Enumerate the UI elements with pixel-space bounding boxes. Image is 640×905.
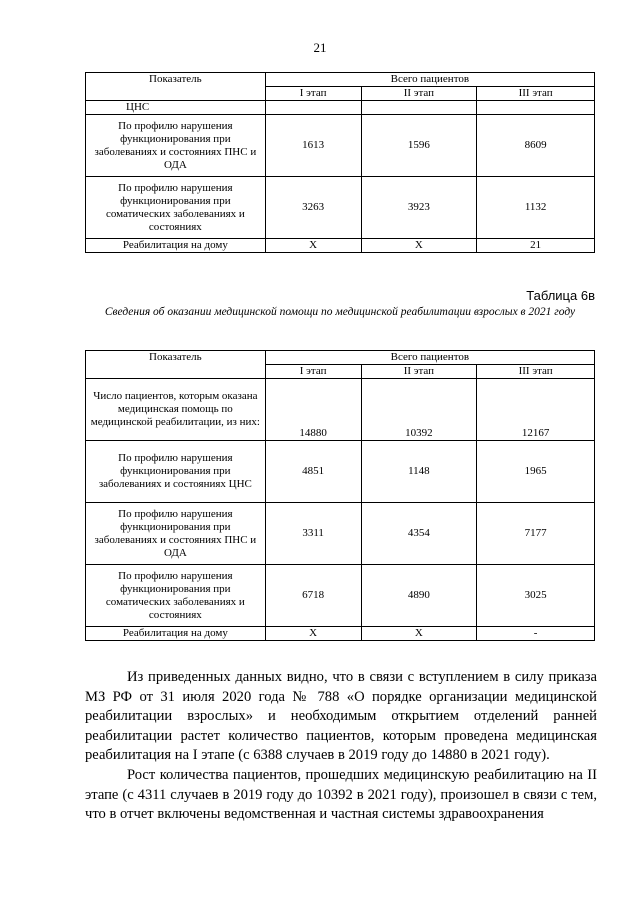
cell-stage-1: 1613 — [265, 115, 361, 177]
cell-stage-2: 4890 — [361, 565, 477, 627]
body-paragraph-2: Рост количества пациентов, прошедших медицинскую реабилитацию на II этапе (с 4311 случаев в 2019 году до 10392 в 2021 году), произошел в связи с тем, что в отчет включены ведомственная и частная системы здравоохранения — [85, 767, 597, 822]
table-row — [86, 101, 595, 115]
cell-stage-2: Х — [361, 627, 477, 641]
table-row — [86, 239, 595, 253]
row-label: По профилю нарушения функционирования при заболеваниях и состояниях ЦНС — [86, 441, 266, 503]
header-all-patients: Всего пациентов — [265, 351, 594, 365]
row-label: Реабилитация на дому — [86, 627, 266, 641]
header-stage-2: II этап — [361, 365, 477, 379]
cell-stage-3: 21 — [477, 239, 595, 253]
table-number: Таблица 6в — [526, 288, 595, 303]
table-row — [86, 441, 595, 503]
row-label: Число пациентов, которым оказана медицинская помощь по медицинской реабилитации, из них: — [86, 379, 266, 441]
cell-stage-1: 14880 — [265, 379, 361, 441]
cell-stage-2: 1596 — [361, 115, 477, 177]
header-stage-2: II этап — [361, 87, 477, 101]
cell-stage-1 — [265, 101, 361, 115]
cell-stage-3: - — [477, 627, 595, 641]
cell-stage-2: 1148 — [361, 441, 477, 503]
table-row — [86, 627, 595, 641]
body-paragraph-1: Из приведенных данных видно, что в связи с вступлением в силу приказа МЗ РФ от 31 июля 2020 года № 788 «О порядке организации медицинской реабилитации взрослых» и необходимым открытием отделений ранней реабилитации растет количество пациентов, которым проведена медицинская реабилитация на I этапе (с 6388 случаев в 2019 году до 14880 в 2021 году). — [85, 669, 597, 763]
cell-stage-2: 4354 — [361, 503, 477, 565]
cell-stage-1: 3263 — [265, 177, 361, 239]
row-label: ЦНС — [86, 101, 266, 115]
cell-stage-3: 3025 — [477, 565, 595, 627]
row-label: По профилю нарушения функционирования при соматических заболеваниях и состояниях — [86, 177, 266, 239]
cell-stage-2: 3923 — [361, 177, 477, 239]
header-stage-3: III этап — [477, 365, 595, 379]
cell-stage-3: 7177 — [477, 503, 595, 565]
cell-stage-2 — [361, 101, 477, 115]
header-all-patients: Всего пациентов — [265, 73, 594, 87]
cell-stage-3: 1132 — [477, 177, 595, 239]
cell-stage-1: Х — [265, 239, 361, 253]
table-row — [86, 177, 595, 239]
row-label: По профилю нарушения функционирования при заболеваниях и состояниях ПНС и ОДА — [86, 503, 266, 565]
page-number: 21 — [313, 40, 327, 55]
header-indicator: Показатель — [86, 73, 266, 101]
cell-stage-3: 8609 — [477, 115, 595, 177]
header-stage-3: III этап — [477, 87, 595, 101]
cell-stage-1: 4851 — [265, 441, 361, 503]
header-stage-1: I этап — [265, 87, 361, 101]
table-header-row — [86, 351, 595, 365]
cell-stage-2: Х — [361, 239, 477, 253]
table-row — [86, 503, 595, 565]
cell-stage-3 — [477, 101, 595, 115]
cell-stage-1: 6718 — [265, 565, 361, 627]
table-title: Сведения об оказании медицинской помощи по медицинской реабилитации взрослых в 2021 году — [104, 306, 576, 318]
cell-stage-2: 10392 — [361, 379, 477, 441]
table-6v — [85, 350, 595, 641]
header-indicator: Показатель — [86, 351, 266, 379]
table-header-row — [86, 73, 595, 87]
cell-stage-1: 3311 — [265, 503, 361, 565]
header-stage-1: I этап — [265, 365, 361, 379]
row-label: По профилю нарушения функционирования при заболеваниях и состояниях ПНС и ОДА — [86, 115, 266, 177]
row-label: Реабилитация на дому — [86, 239, 266, 253]
table-row — [86, 115, 595, 177]
cell-stage-3: 1965 — [477, 441, 595, 503]
row-label: По профилю нарушения функционирования при соматических заболеваниях и состояниях — [86, 565, 266, 627]
table-continued — [85, 72, 595, 253]
table-row — [86, 565, 595, 627]
cell-stage-3: 12167 — [477, 379, 595, 441]
table-row — [86, 379, 595, 441]
cell-stage-1: Х — [265, 627, 361, 641]
